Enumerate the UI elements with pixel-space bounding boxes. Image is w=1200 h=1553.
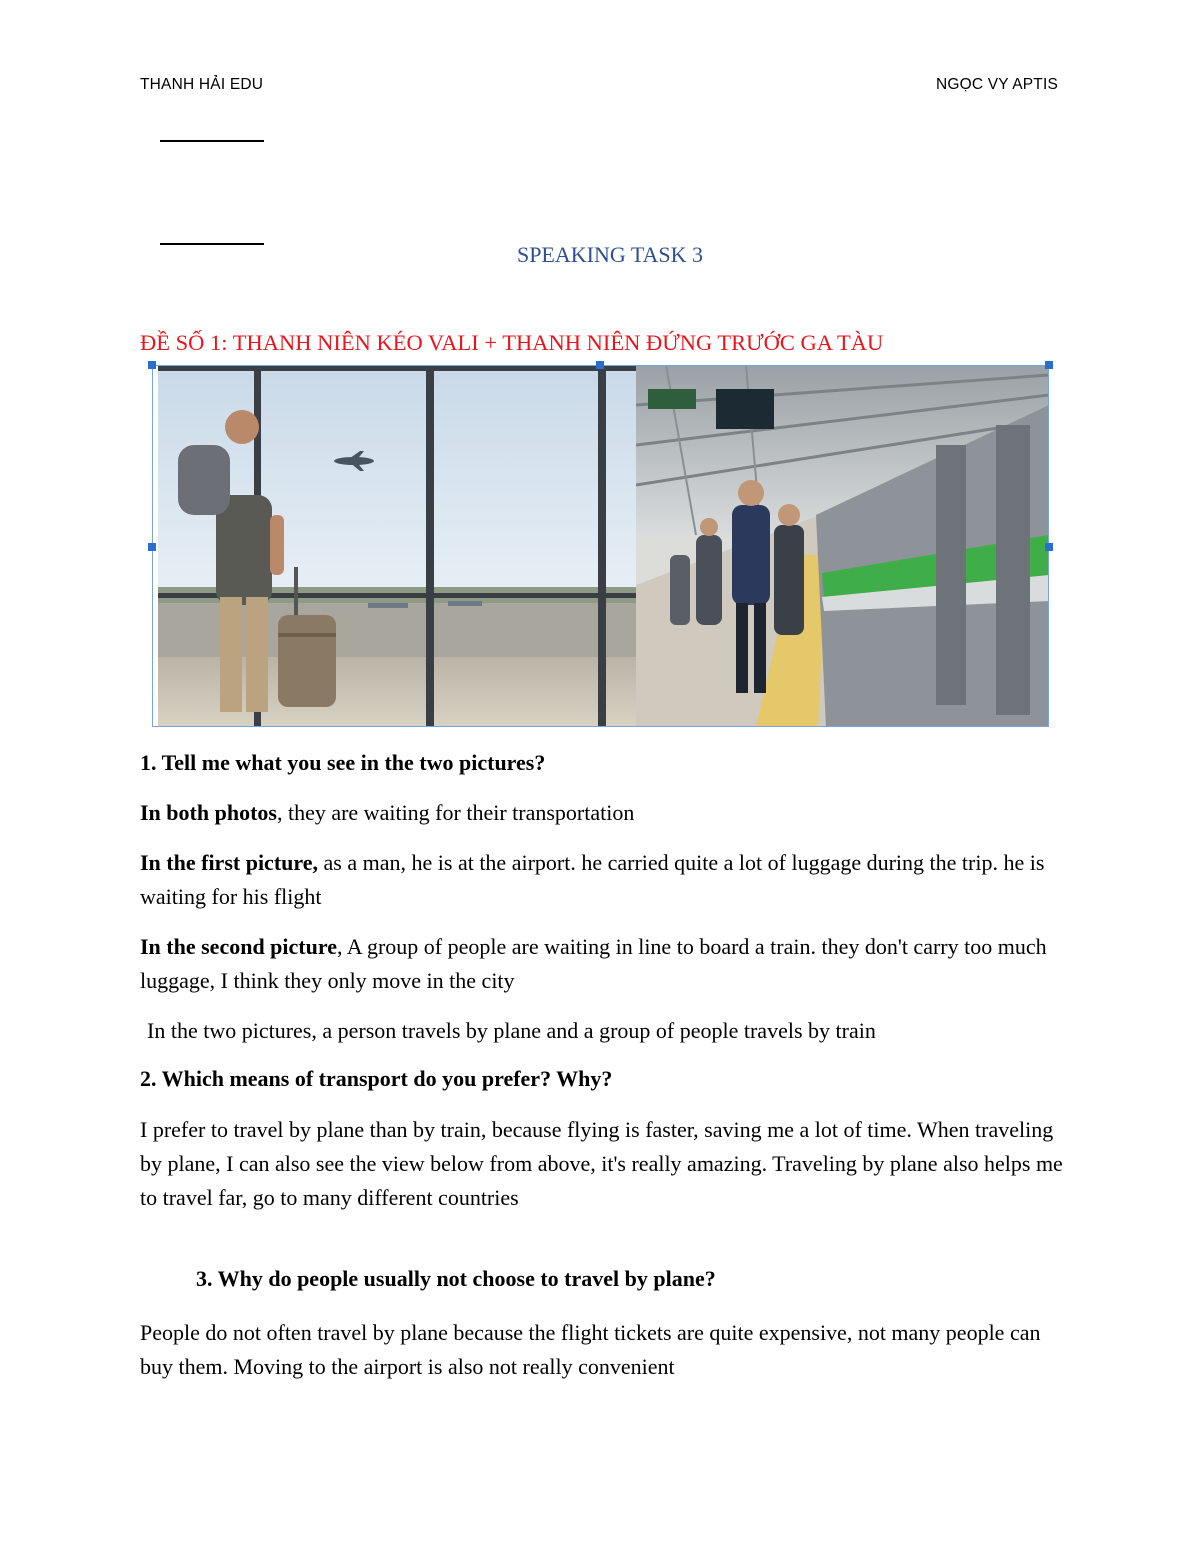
question-2: 2. Which means of transport do you prefer? Why? bbox=[140, 1066, 613, 1091]
answer-paragraph bbox=[140, 846, 1070, 914]
answer-summary: In the two pictures, a person travels by plane and a group of people travels by train bbox=[147, 1018, 876, 1043]
answer-lead: In the first picture, bbox=[140, 850, 319, 875]
selection-border bbox=[152, 365, 1049, 727]
resize-handle[interactable] bbox=[1045, 543, 1053, 551]
image-selection-frame[interactable] bbox=[152, 365, 1049, 727]
answer-text: , they are waiting for their transportation bbox=[276, 800, 635, 825]
exam-title: ĐỀ SỐ 1: THANH NIÊN KÉO VALI + THANH NIÊN ĐỨNG TRƯỚC GA TÀU bbox=[140, 330, 884, 355]
answer-text: , A group of people are waiting in line to board a train. they don't carry too much luggage, I think they only move in the city bbox=[140, 934, 1047, 993]
question-3: 3. Why do people usually not choose to travel by plane? bbox=[196, 1266, 716, 1291]
answer-text: as a man, he is at the airport. he carried quite a lot of luggage during the trip. he is waiting for his flight bbox=[140, 850, 1045, 909]
answer-lead: In the second picture bbox=[140, 934, 337, 959]
resize-handle[interactable] bbox=[148, 543, 156, 551]
answer-paragraph bbox=[140, 930, 1070, 998]
header-right: NGỌC VY APTIS bbox=[935, 76, 1058, 93]
answer-paragraph bbox=[140, 796, 1070, 830]
horizontal-rule bbox=[160, 140, 264, 142]
header-left: THANH HẢI EDU bbox=[140, 76, 264, 93]
resize-handle[interactable] bbox=[596, 361, 604, 369]
resize-handle[interactable] bbox=[1045, 361, 1053, 369]
page-title: SPEAKING TASK 3 bbox=[516, 242, 704, 267]
answer-lead: In both photos bbox=[140, 800, 277, 825]
answer-paragraph: People do not often travel by plane because the flight tickets are quite expensive, not many people can buy them. Moving to the airport is also not really convenient bbox=[140, 1320, 1041, 1379]
question-1: 1. Tell me what you see in the two pictures? bbox=[140, 750, 546, 775]
resize-handle[interactable] bbox=[148, 361, 156, 369]
answer-paragraph: I prefer to travel by plane than by train, because flying is faster, saving me a lot of time. When traveling by plane, I can also see the view below from above, it's really amazing. Traveling by plane also helps me to travel far, go to many different countries bbox=[140, 1117, 1063, 1210]
